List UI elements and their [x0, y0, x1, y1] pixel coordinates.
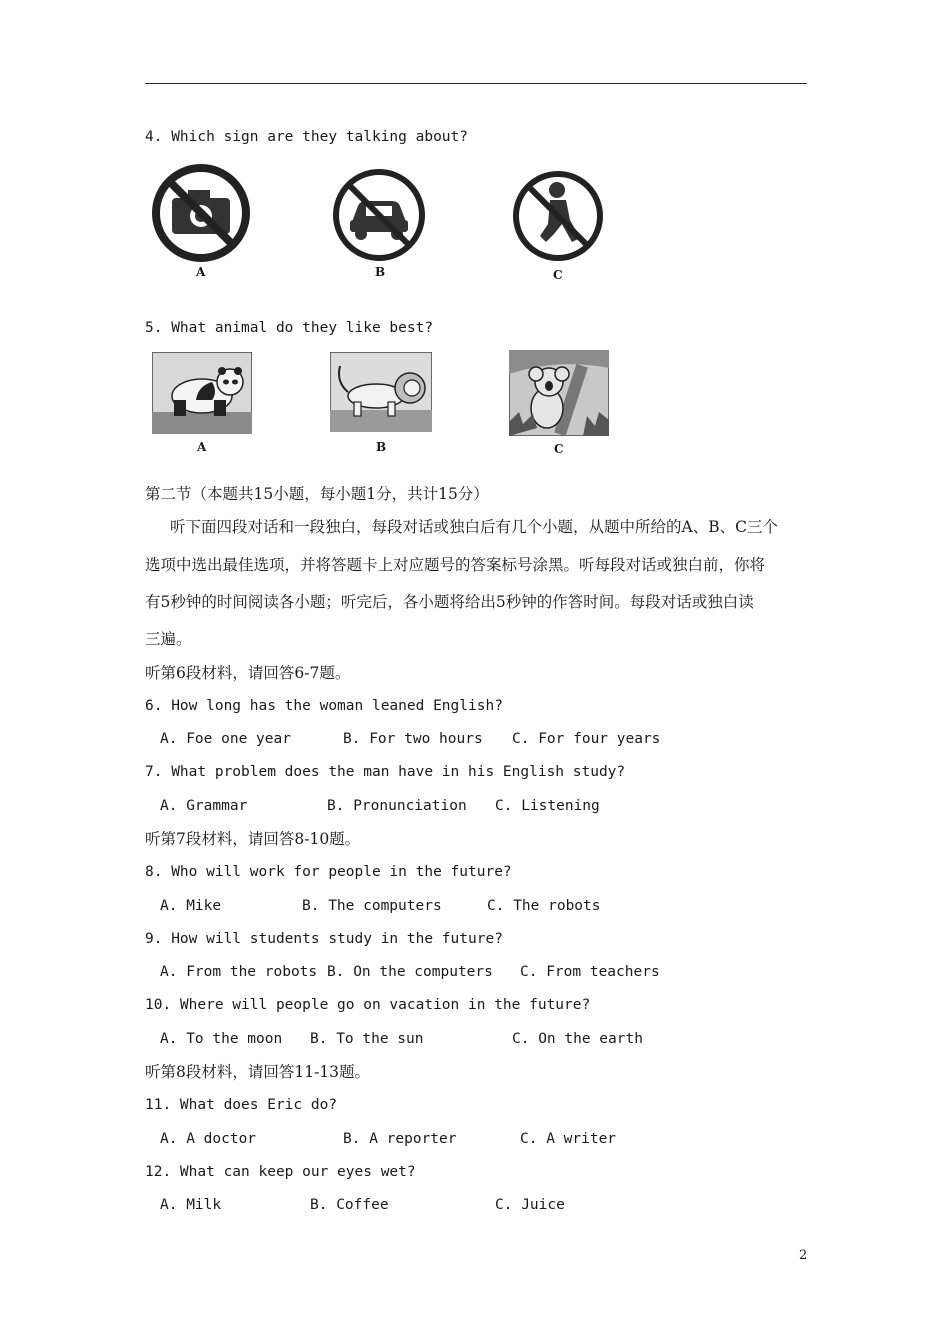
- q7-option-b: B. Pronunciation: [327, 798, 467, 814]
- no-running-sign-icon: [510, 168, 606, 264]
- q9-option-b: B. On the computers: [327, 964, 493, 980]
- q10-option-a: A. To the moon: [160, 1031, 283, 1047]
- q8-option-a: A. Mike: [160, 898, 222, 914]
- material-8-heading: 听第8段材料，请回答11-13题。: [145, 1063, 371, 1081]
- q9-question: 9. How will students study in the future?: [145, 931, 503, 947]
- q10-question: 10. Where will people go on vacation in the future?: [145, 997, 591, 1013]
- q4-label-c: C: [553, 268, 563, 282]
- no-camera-sign-icon: [150, 162, 252, 264]
- q8-option-c: C. The robots: [487, 898, 601, 914]
- page-number: 2: [799, 1248, 808, 1263]
- q11-question: 11. What does Eric do?: [145, 1097, 338, 1113]
- instructions-line-3: 有5秒钟的时间阅读各小题；听完后，各小题将给出5秒钟的作答时间。每段对话或独白读: [145, 593, 754, 611]
- q7-option-a: A. Grammar: [160, 798, 248, 814]
- q12-question: 12. What can keep our eyes wet?: [145, 1164, 416, 1180]
- q12-option-a: A. Milk: [160, 1197, 222, 1213]
- q6-option-a: A. Foe one year: [160, 731, 291, 747]
- material-6-heading: 听第6段材料，请回答6-7题。: [145, 664, 351, 682]
- q7-question: 7. What problem does the man have in his English study?: [145, 764, 626, 780]
- q7-option-c: C. Listening: [495, 798, 600, 814]
- q9-option-c: C. From teachers: [520, 964, 660, 980]
- q10-option-b: B. To the sun: [310, 1031, 424, 1047]
- header-rule: [145, 83, 807, 84]
- q4-label-a: A: [196, 265, 206, 279]
- koala-picture: [509, 350, 609, 436]
- instructions-line-1: 听下面四段对话和一段独白，每段对话或独白后有几个小题，从题中所给的A、B、C三个: [170, 518, 778, 536]
- q6-option-b: B. For two hours: [343, 731, 483, 747]
- q9-option-a: A. From the robots: [160, 964, 318, 980]
- material-7-heading: 听第7段材料，请回答8-10题。: [145, 830, 361, 848]
- q8-question: 8. Who will work for people in the future?: [145, 864, 512, 880]
- q11-option-a: A. A doctor: [160, 1131, 257, 1147]
- q4-question: 4. Which sign are they talking about?: [145, 129, 469, 145]
- q5-question: 5. What animal do they like best?: [145, 320, 434, 336]
- panda-picture: [152, 352, 252, 434]
- section-heading: 第二节（本题共15小题，每小题1分，共计15分）: [145, 485, 489, 503]
- lion-picture: [330, 352, 432, 432]
- q8-option-b: B. The computers: [302, 898, 442, 914]
- instructions-line-2: 选项中选出最佳选项，并将答题卡上对应题号的答案标号涂黑。听每段对话或独白前，你将: [145, 556, 766, 574]
- q5-label-a: A: [197, 440, 207, 454]
- q10-option-c: C. On the earth: [512, 1031, 643, 1047]
- q6-option-c: C. For four years: [512, 731, 661, 747]
- q12-option-c: C. Juice: [495, 1197, 565, 1213]
- q11-option-b: B. A reporter: [343, 1131, 457, 1147]
- q11-option-c: C. A writer: [520, 1131, 617, 1147]
- q5-label-c: C: [554, 442, 564, 456]
- instructions-line-4: 三遍。: [145, 630, 192, 648]
- no-car-sign-icon: [330, 166, 428, 264]
- q6-question: 6. How long has the woman leaned English?: [145, 698, 503, 714]
- q12-option-b: B. Coffee: [310, 1197, 389, 1213]
- q5-label-b: B: [376, 440, 387, 454]
- q4-label-b: B: [375, 265, 386, 279]
